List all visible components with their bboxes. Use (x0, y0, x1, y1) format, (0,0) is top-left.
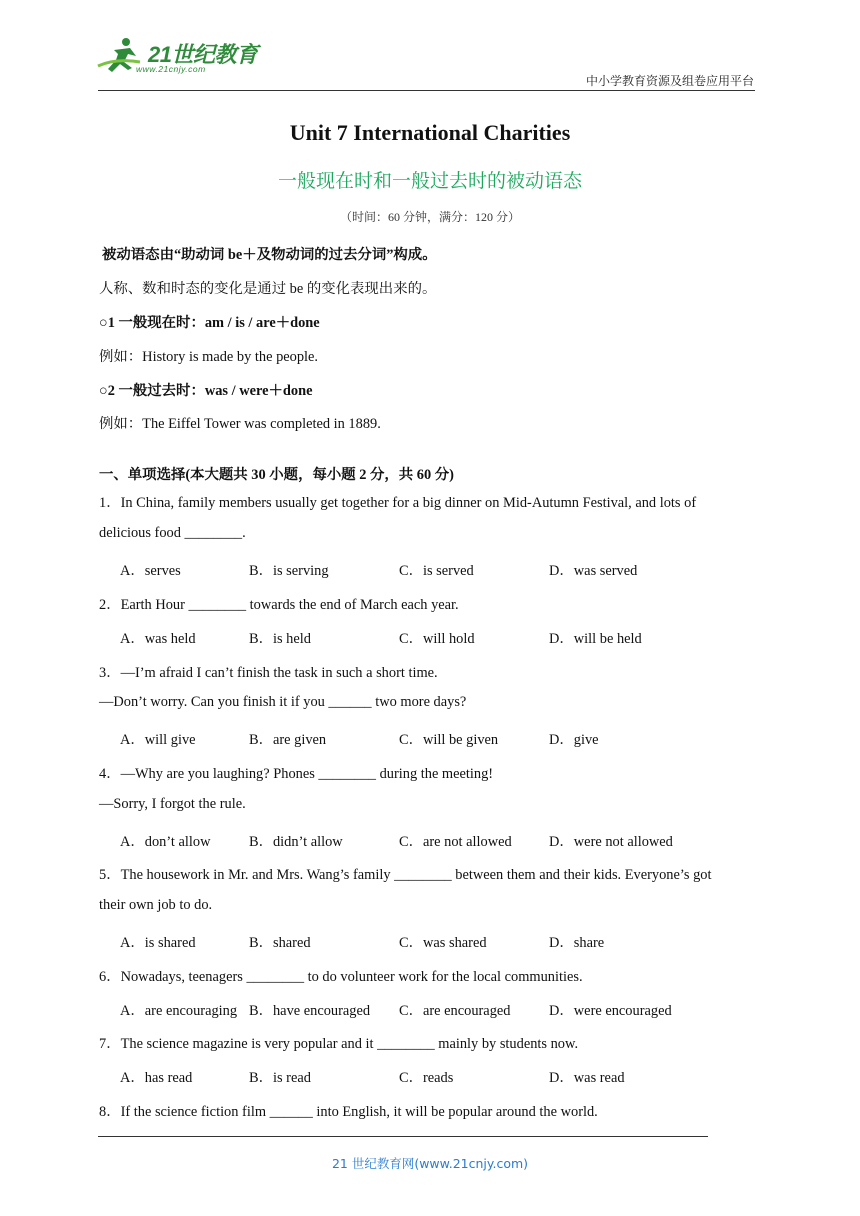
question-2-option-d: D．will be held (549, 631, 642, 647)
section-title: 一、单项选择(本大题共 30 小题，每小题 2 分，共 60 分) (99, 467, 454, 483)
question-2-option-a: A．was held (120, 631, 196, 647)
grammar-intro-2: 人称、数和时态的变化是通过 be 的变化表现出来的。 (99, 281, 437, 297)
question-3-option-b: B．are given (249, 732, 327, 748)
question-2-option-b: B．is held (249, 631, 311, 647)
question-7-option-c: C．reads (399, 1070, 454, 1086)
question-1-option-c: C．is served (399, 563, 474, 579)
header-divider (98, 90, 755, 91)
question-4-option-b: B．didn’t allow (249, 834, 343, 850)
question-1-line-1: 1．In China, family members usually get together for a big dinner on Mid-Autumn Festival, and lots of (99, 495, 697, 511)
question-4-option-d: D．were not allowed (549, 834, 673, 850)
question-6-line-1: 6．Nowadays, teenagers ________ to do volunteer work for the local communities. (99, 969, 583, 985)
question-4-option-a: A．don’t allow (120, 834, 211, 850)
question-5-option-d: D．share (549, 935, 605, 951)
question-3-option-d: D．give (549, 732, 599, 748)
site-logo (96, 36, 266, 76)
question-7-option-a: A．has read (120, 1070, 193, 1086)
question-3-option-c: C．will be given (399, 732, 499, 748)
question-5-option-a: A．is shared (120, 935, 196, 951)
question-6-option-c: C．are encouraged (399, 1003, 511, 1019)
grammar-example-1: 例如：History is made by the people. (99, 349, 319, 365)
footer-link[interactable]: 21 世纪教育网(www.21cnjy.com) (331, 1156, 529, 1171)
question-5-line-2: their own job to do. (99, 897, 213, 913)
question-4-line-2: —Sorry, I forgot the rule. (99, 796, 246, 812)
question-4-option-c: C．are not allowed (399, 834, 512, 850)
question-6-option-b: B．have encouraged (249, 1003, 371, 1019)
logo-text: 21世纪教育 (148, 42, 258, 67)
platform-label: 中小学教育资源及组卷应用平台 (585, 74, 754, 88)
question-1-option-b: B．is serving (249, 563, 329, 579)
question-2-line-1: 2．Earth Hour ________ towards the end of March each year. (99, 597, 459, 613)
question-2-option-c: C．will hold (399, 631, 475, 647)
question-7-option-d: D．was read (549, 1070, 625, 1086)
question-7-option-b: B．is read (249, 1070, 311, 1086)
question-6-option-a: A．are encouraging (120, 1003, 238, 1019)
question-1-line-2: delicious food ________. (99, 525, 246, 541)
grammar-rule-1: ○1 一般现在时：am / is / are＋done (99, 315, 320, 331)
page-subtitle: 一般现在时和一般过去时的被动语态 (277, 170, 582, 192)
question-3-line-1: 3．—I’m afraid I can’t finish the task in such a short time. (99, 665, 438, 681)
grammar-example-2: 例如：The Eiffel Tower was completed in 1889. (99, 416, 381, 432)
question-1-option-a: A．serves (120, 563, 181, 579)
page-title: Unit 7 International Charities (289, 120, 571, 145)
grammar-rule-2: ○2 一般过去时：was / were＋done (99, 383, 313, 399)
question-8-line-1: 8．If the science fiction film ______ into English, it will be popular around the world. (99, 1104, 598, 1120)
question-5-option-c: C．was shared (399, 935, 487, 951)
footer-divider (98, 1136, 708, 1137)
question-1-option-d: D．was served (549, 563, 638, 579)
question-3-line-2: —Don’t worry. Can you finish it if you ______ two more days? (99, 694, 467, 710)
logo-url: www.21cnjy.com (136, 64, 206, 74)
question-5-option-b: B．shared (249, 935, 311, 951)
question-7-line-1: 7．The science magazine is very popular and it ________ mainly by students now. (99, 1036, 579, 1052)
grammar-intro-1: 被动语态由“助动词 be＋及物动词的过去分词”构成。 (102, 247, 437, 263)
question-3-option-a: A．will give (120, 732, 196, 748)
time-note: （时间：60 分钟，满分：120 分） (339, 210, 520, 224)
question-4-line-1: 4．—Why are you laughing? Phones ________ during the meeting! (99, 766, 494, 782)
question-6-option-d: D．were encouraged (549, 1003, 672, 1019)
question-5-line-1: 5．The housework in Mr. and Mrs. Wang’s family ________ between them and their kids. Everyone’s got (99, 867, 712, 883)
